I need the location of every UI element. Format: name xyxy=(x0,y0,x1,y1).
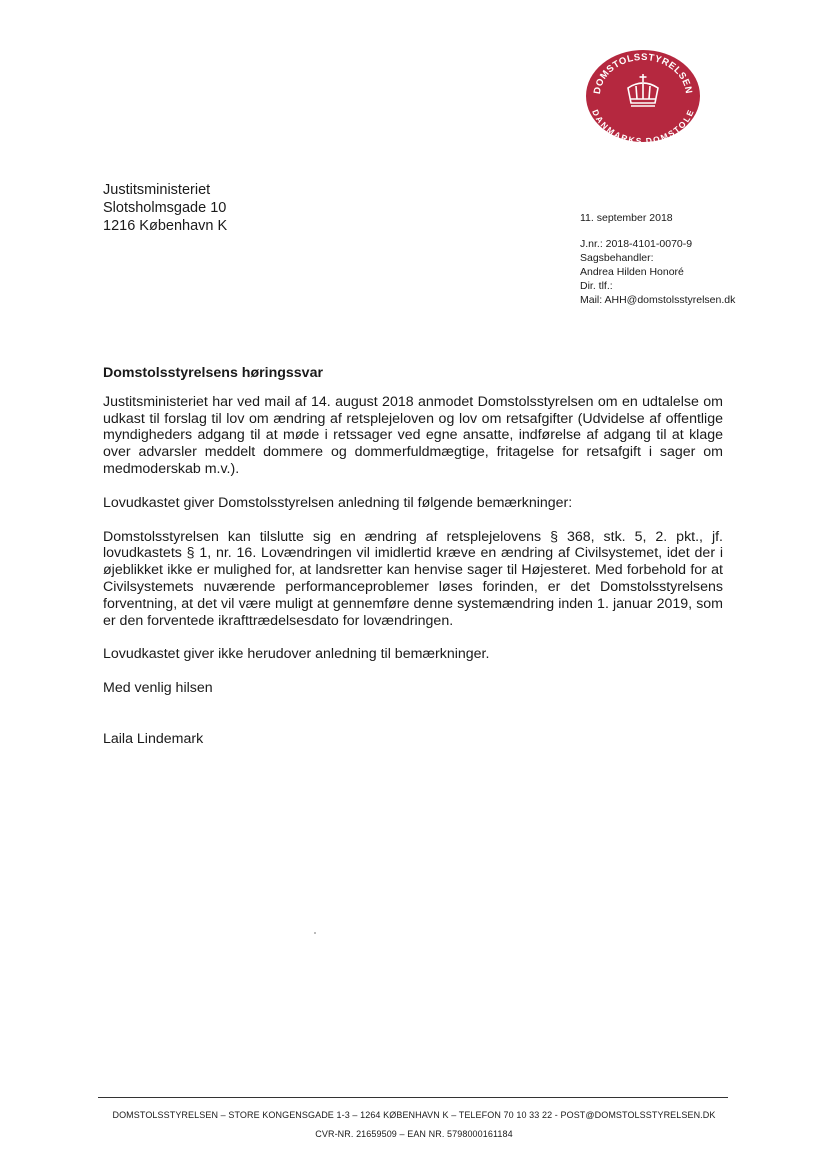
paragraph: Lovudkastet giver Domstolsstyrelsen anledning til følgende bemærkninger: xyxy=(103,494,573,511)
recipient-city: 1216 København K xyxy=(103,218,228,234)
direct-phone: Dir. tlf.: xyxy=(580,280,613,292)
domstolsstyrelsen-logo xyxy=(584,48,702,144)
footer-divider xyxy=(98,1097,728,1098)
closing: Med venlig hilsen xyxy=(103,680,213,697)
letter-heading: Domstolsstyrelsens høringssvar xyxy=(103,365,323,381)
logo-bottom-text: DANMARKS DOMSTOLE xyxy=(590,107,696,144)
recipient-street: Slotsholmsgade 10 xyxy=(103,200,227,216)
scan-speck xyxy=(314,932,316,934)
letter-body xyxy=(103,365,723,765)
journal-number: J.nr.: 2018-4101-0070-9 xyxy=(580,238,693,250)
paragraph: Domstolsstyrelsen kan tilslutte sig en ændring af retsplejelovens § 368, stk. 5, 2. pkt., jf. lovudkastets § 1, nr. 16. Lovændringen vil imidlertid kræve en ændring af Civilsystemet, idet der i øjeblikket ikke er mulighed for, at landsretter kan henvise sager til Højesteret. Med forbehold for at Civilsystemets nuværende performanceproblemer løses forinden, er det Domstolsstyrelsens forventning, at det vil være muligt at gennemføre denne systemændring inden 1. januar 2019, som er den forventede ikrafttrædelsesdato for lovændringen. xyxy=(103,528,723,629)
footer-registration: CVR-NR. 21659509 – EAN NR. 5798000161184 xyxy=(315,1129,513,1139)
letter-date: 11. september 2018 xyxy=(580,212,673,224)
handler-name: Andrea Hilden Honoré xyxy=(580,266,684,278)
recipient-address xyxy=(103,181,227,235)
paragraph: Justitsministeriet har ved mail af 14. august 2018 anmodet Domstolsstyrelsen om en udtalelse om udkast til forslag til lov om ændring af retsplejeloven og lov om retsafgifter (Udvidelse af offentlige myndigheders adgang til at møde i retssager ved egne ansatte, indførelse af adgang til at klage over advarsler meddelt dommere og dommerfuldmægtige, fritagelse for retsafgift i sager om medmoderskab m.v.). xyxy=(103,393,723,477)
signature: Laila Lindemark xyxy=(103,730,204,747)
footer-address: DOMSTOLSSTYRELSEN – STORE KONGENSGADE 1-3 – 1264 KØBENHAVN K – TELEFON 70 10 33 22 - POST@DOMSTOLSSTYRELSEN.DK xyxy=(112,1110,716,1120)
handler-mail: Mail: AHH@domstolsstyrelsen.dk xyxy=(580,294,736,306)
logo-top-text: DOMSTOLSSTYRELSEN xyxy=(591,51,695,95)
paragraph: Lovudkastet giver ikke herudover anledning til bemærkninger. xyxy=(103,646,490,663)
handler-label: Sagsbehandler: xyxy=(580,252,654,264)
recipient-name: Justitsministeriet xyxy=(103,182,211,198)
letter-meta xyxy=(580,211,735,307)
